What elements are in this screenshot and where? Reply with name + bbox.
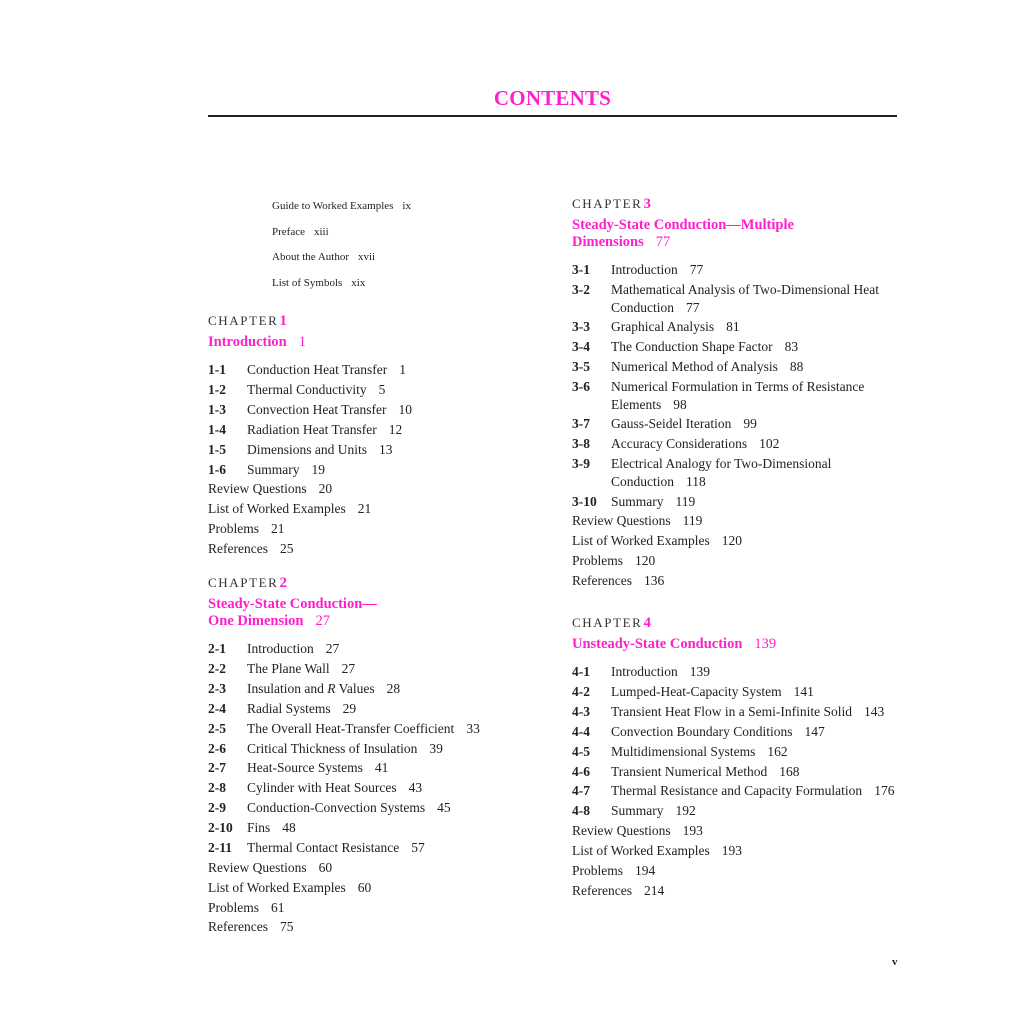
section-title-wrap [247,461,325,479]
section-title-wrap [247,640,339,658]
end-item-row [208,858,538,878]
section-row [208,400,538,420]
end-item-row [208,917,538,937]
section-title-wrap [247,361,406,379]
section-page: 27 [325,641,340,657]
end-item-row [572,511,897,531]
section-row [208,659,538,679]
section-row [208,778,538,798]
section-title-wrap [611,378,897,413]
end-item-page: 60 [318,859,333,875]
section-number: 4-4 [572,723,590,739]
section-row [572,742,897,762]
section-title-wrap [247,740,443,758]
section-row [208,818,538,838]
end-item-title: Review Questions [208,859,307,875]
section-title: Dimensions and Units [247,441,367,457]
section-title: Conduction Heat Transfer [247,362,388,378]
section-number: 2-3 [208,680,226,696]
section-page: 13 [379,441,393,457]
section-page: 162 [767,743,788,759]
end-item-title: References [572,573,632,589]
end-item-page: 75 [279,919,294,935]
chapter-page: 27 [315,613,330,629]
end-item-page: 119 [682,513,703,529]
section-title-wrap [611,663,710,681]
section-title-wrap [611,782,894,800]
section-page: 98 [673,396,687,412]
end-item-title: List of Worked Examples [572,533,710,549]
section-title-wrap [611,493,695,511]
section-title: Summary [611,803,664,819]
end-item-row [572,531,897,551]
section-row [572,781,897,801]
chapter-word: CHAPTER [208,313,279,328]
section-row [208,639,538,659]
section-number: 1-2 [208,382,226,398]
heading-rule [208,115,897,117]
section-title: Accuracy Considerations [611,436,748,452]
section-number: 2-5 [208,720,226,736]
end-item-row [572,571,897,591]
section-row [572,317,897,337]
section-number: 4-3 [572,703,590,719]
chapter-number: 1 [279,313,287,329]
end-item-page: 21 [271,521,285,537]
section-title: Critical Thickness of Insulation [247,740,418,756]
section-row [572,337,897,357]
section-title-wrap [247,441,393,459]
front-matter-title: Preface [272,225,305,238]
section-row [572,662,897,682]
section-row [572,702,897,722]
section-title: Multidimensional Systems [611,743,756,759]
section-number: 3-1 [572,262,590,278]
section-number: 1-5 [208,441,226,457]
section-title: Transient Heat Flow in a Semi-Infinite Solid [611,703,852,719]
section-page: 139 [689,664,710,680]
section-number: 4-1 [572,664,590,680]
chapter-4-entry [572,614,897,901]
section-row [208,719,538,739]
section-page: 192 [675,803,696,819]
section-page: 77 [686,299,700,315]
section-title: Introduction [611,262,678,278]
section-title-wrap [611,723,825,741]
section-page: 43 [408,780,423,796]
section-title-wrap [247,421,402,439]
section-number: 3-5 [572,359,590,375]
section-title: Gauss-Seidel Iteration [611,416,732,432]
section-page: 45 [437,800,451,816]
section-page: 83 [784,339,799,355]
section-title: Radial Systems [247,700,331,716]
end-item-title: Problems [208,899,260,915]
end-item-page: 136 [643,573,665,589]
section-title-wrap [247,401,412,419]
section-page: 119 [675,493,696,509]
section-page: 29 [342,700,357,716]
end-item-page: 25 [279,541,294,557]
section-title: Introduction [247,641,314,657]
chapter-title-line1: Unsteady-State Conduction [572,636,743,652]
section-title: Lumped-Heat-Capacity System [611,684,782,700]
section-number: 4-8 [572,803,590,819]
section-number: 2-6 [208,740,226,756]
front-matter-page: xiii [313,225,329,238]
section-row [572,491,897,511]
section-number: 3-2 [572,282,590,298]
section-number: 3-10 [572,493,597,509]
section-title: Thermal Resistance and Capacity Formulation [611,783,863,799]
section-title-after: Values [335,680,375,696]
section-title: Electrical Analogy for Two-Dimensional Conduction [611,456,832,489]
section-row [208,420,538,440]
end-item-title: References [572,882,632,898]
section-row [208,738,538,758]
section-title-wrap [611,358,803,376]
end-item-title: List of Worked Examples [208,501,346,517]
section-page: 118 [686,473,706,489]
section-number: 3-6 [572,379,590,395]
section-title-wrap [247,381,385,399]
section-page: 168 [779,763,800,779]
section-title: Convection Boundary Conditions [611,723,793,739]
chapter-page: 77 [655,234,671,250]
front-matter-title: About the Author [272,251,349,263]
section-title-wrap [247,819,296,837]
end-item-row [208,897,538,917]
section-page: 81 [726,319,740,335]
chapter-word: CHAPTER [572,196,643,211]
chapter-2-entry [208,574,538,937]
end-item-title: Review Questions [572,823,671,839]
chapter-number: 3 [643,196,651,212]
section-page: 1 [399,362,406,378]
front-matter-list [272,199,411,301]
section-page: 10 [398,401,412,417]
chapter-number: 2 [279,575,287,591]
section-title: Thermal Conductivity [247,382,367,398]
chapter-word: CHAPTER [208,575,279,590]
section-number: 3-4 [572,339,590,355]
section-number: 3-9 [572,456,590,472]
section-number: 1-1 [208,362,226,378]
section-number: 2-7 [208,760,226,776]
section-page: 19 [311,461,325,477]
end-item-page: 60 [357,879,372,895]
section-row [208,798,538,818]
chapter-label [208,312,538,330]
section-number: 2-1 [208,641,226,657]
end-item-row [572,821,897,841]
section-title: Numerical Formulation in Terms of Resistance Elements [611,379,865,412]
section-row [208,699,538,719]
section-row [572,454,897,491]
end-item-row [572,881,897,901]
end-item-title: References [208,919,268,935]
section-title: Introduction [611,664,678,680]
section-title: Mathematical Analysis of Two-Dimensional Heat Conduction [611,282,879,315]
section-title-wrap [611,415,757,433]
end-item-title: Problems [208,521,260,537]
section-row [208,758,538,778]
chapter-title-line1: Steady-State Conduction—Multiple [572,217,794,233]
end-item-title: References [208,541,268,557]
section-page: 27 [341,661,356,677]
end-item-row [208,499,538,519]
section-number: 1-3 [208,401,226,417]
end-item-page: 193 [721,843,743,859]
end-item-page: 120 [635,553,656,569]
section-row [572,761,897,781]
section-row [572,377,897,414]
front-matter-page: xix [351,276,366,289]
section-title: Summary [611,493,664,509]
section-number: 4-5 [572,743,590,759]
chapter-label [572,195,897,213]
chapter-title-line1: Steady-State Conduction— [208,596,377,612]
section-title-wrap [247,799,451,817]
end-item-row [572,551,897,571]
section-number: 2-11 [208,839,233,855]
chapter-title-line2: Dimensions [572,234,644,250]
section-row [208,360,538,380]
chapter-label [208,574,538,592]
chapter-title-line2: One Dimension [208,613,304,629]
section-page: 88 [789,359,804,375]
chapter-page: 1 [298,334,306,350]
section-title: The Plane Wall [247,661,330,677]
front-matter-title: Guide to Worked Examples [272,200,394,212]
section-row [208,380,538,400]
section-row [572,280,897,317]
end-item-row [208,519,538,539]
end-item-title: Review Questions [572,513,671,529]
section-title: Graphical Analysis [611,319,715,335]
section-number: 3-7 [572,416,590,432]
section-number: 2-4 [208,700,226,716]
section-title-wrap [247,660,355,678]
end-item-title: Problems [572,862,624,878]
section-number: 3-8 [572,436,590,452]
section-page: 141 [793,684,814,700]
section-title-wrap [611,683,814,701]
section-number: 2-2 [208,661,226,677]
section-row [572,682,897,702]
section-number: 4-6 [572,763,590,779]
section-page: 41 [374,760,389,776]
section-title-wrap [247,680,400,698]
section-row [572,260,897,280]
section-title-wrap [247,700,356,718]
chapter-1-entry [208,312,538,559]
section-title-wrap [611,703,884,721]
section-number: 2-8 [208,780,226,796]
chapter-title [572,636,897,653]
page-folio: v [892,956,898,968]
section-list [572,662,897,901]
front-matter-item [272,276,411,302]
chapter-title [208,596,538,630]
section-title-wrap [611,435,779,453]
section-title-italic: R [327,680,336,696]
section-title: Numerical Method of Analysis [611,359,778,375]
section-title-wrap [611,338,798,356]
section-title: Fins [247,820,271,836]
chapter-label [572,614,897,632]
section-title: The Conduction Shape Factor [611,339,773,355]
section-title: Transient Numerical Method [611,763,768,779]
chapter-title-line1: Introduction [208,334,287,350]
section-number: 2-9 [208,800,226,816]
section-number: 1-6 [208,461,226,477]
section-list [208,639,538,937]
section-title-wrap [611,455,897,490]
front-matter-item [272,199,411,225]
front-matter-item [272,250,411,276]
end-item-page: 20 [318,481,333,497]
end-item-row [572,861,897,881]
end-item-page: 61 [271,899,285,915]
chapter-number: 4 [643,615,651,631]
section-row [208,440,538,460]
contents-heading: CONTENTS [493,86,612,110]
section-row [572,722,897,742]
section-page: 102 [759,436,780,452]
section-number: 4-7 [572,783,590,799]
end-item-title: List of Worked Examples [208,879,346,895]
section-title: Heat-Source Systems [247,760,363,776]
section-number: 3-3 [572,319,590,335]
section-title: Insulation and [247,680,324,696]
section-row [572,434,897,454]
end-item-title: Problems [572,553,624,569]
section-page: 48 [282,820,296,836]
end-item-page: 214 [643,882,665,898]
front-matter-item [272,225,411,251]
front-matter-page: ix [402,200,411,212]
end-item-title: List of Worked Examples [572,843,710,859]
section-row [208,838,538,858]
section-row [572,357,897,377]
section-page: 77 [689,262,704,278]
section-page: 39 [429,740,443,756]
section-title-wrap [247,839,425,857]
section-title: Cylinder with Heat Sources [247,780,397,796]
end-item-row [208,878,538,898]
chapter-word: CHAPTER [572,615,643,630]
section-title-wrap [247,759,388,777]
section-page: 5 [378,382,386,398]
section-title-wrap [611,281,897,316]
section-row [572,801,897,821]
section-row [572,414,897,434]
chapter-title [572,217,897,251]
section-page: 99 [743,416,757,432]
section-number: 1-4 [208,421,226,437]
end-item-row [572,841,897,861]
end-item-row [208,539,538,559]
end-item-page: 21 [357,501,372,517]
section-row [208,679,538,699]
section-page: 57 [411,839,425,855]
front-matter-page: xvii [358,251,376,263]
section-list [572,260,897,591]
end-item-page: 120 [721,533,743,549]
end-item-page: 194 [635,862,656,878]
chapter-3-entry [572,195,897,591]
section-title-wrap [611,318,740,336]
chapter-title-line2-wrap [572,234,897,251]
section-page: 143 [863,703,885,719]
section-title-wrap [611,763,799,781]
section-title-wrap [611,802,696,820]
section-page: 28 [386,680,401,696]
chapter-page: 139 [754,636,777,652]
section-title: Radiation Heat Transfer [247,421,377,437]
end-item-page: 193 [682,823,703,839]
section-page: 12 [388,421,403,437]
chapter-title [208,334,538,351]
section-page: 176 [874,783,895,799]
section-list [208,360,538,559]
section-title: Summary [247,461,300,477]
section-title-wrap [611,743,788,761]
section-title-wrap [247,779,422,797]
end-item-row [208,479,538,499]
section-page: 33 [466,720,480,736]
section-title-wrap [611,261,703,279]
section-row [208,459,538,479]
section-title: Conduction-Convection Systems [247,800,426,816]
chapter-title-line2-wrap [208,613,538,630]
end-item-title: Review Questions [208,481,307,497]
section-title: Convection Heat Transfer [247,401,387,417]
section-page: 147 [804,723,825,739]
front-matter-title: List of Symbols [272,276,343,289]
section-number: 2-10 [208,820,233,836]
section-number: 4-2 [572,684,590,700]
section-title-wrap [247,720,480,738]
section-title: The Overall Heat-Transfer Coefficient [247,720,455,736]
section-title: Thermal Contact Resistance [247,839,400,855]
